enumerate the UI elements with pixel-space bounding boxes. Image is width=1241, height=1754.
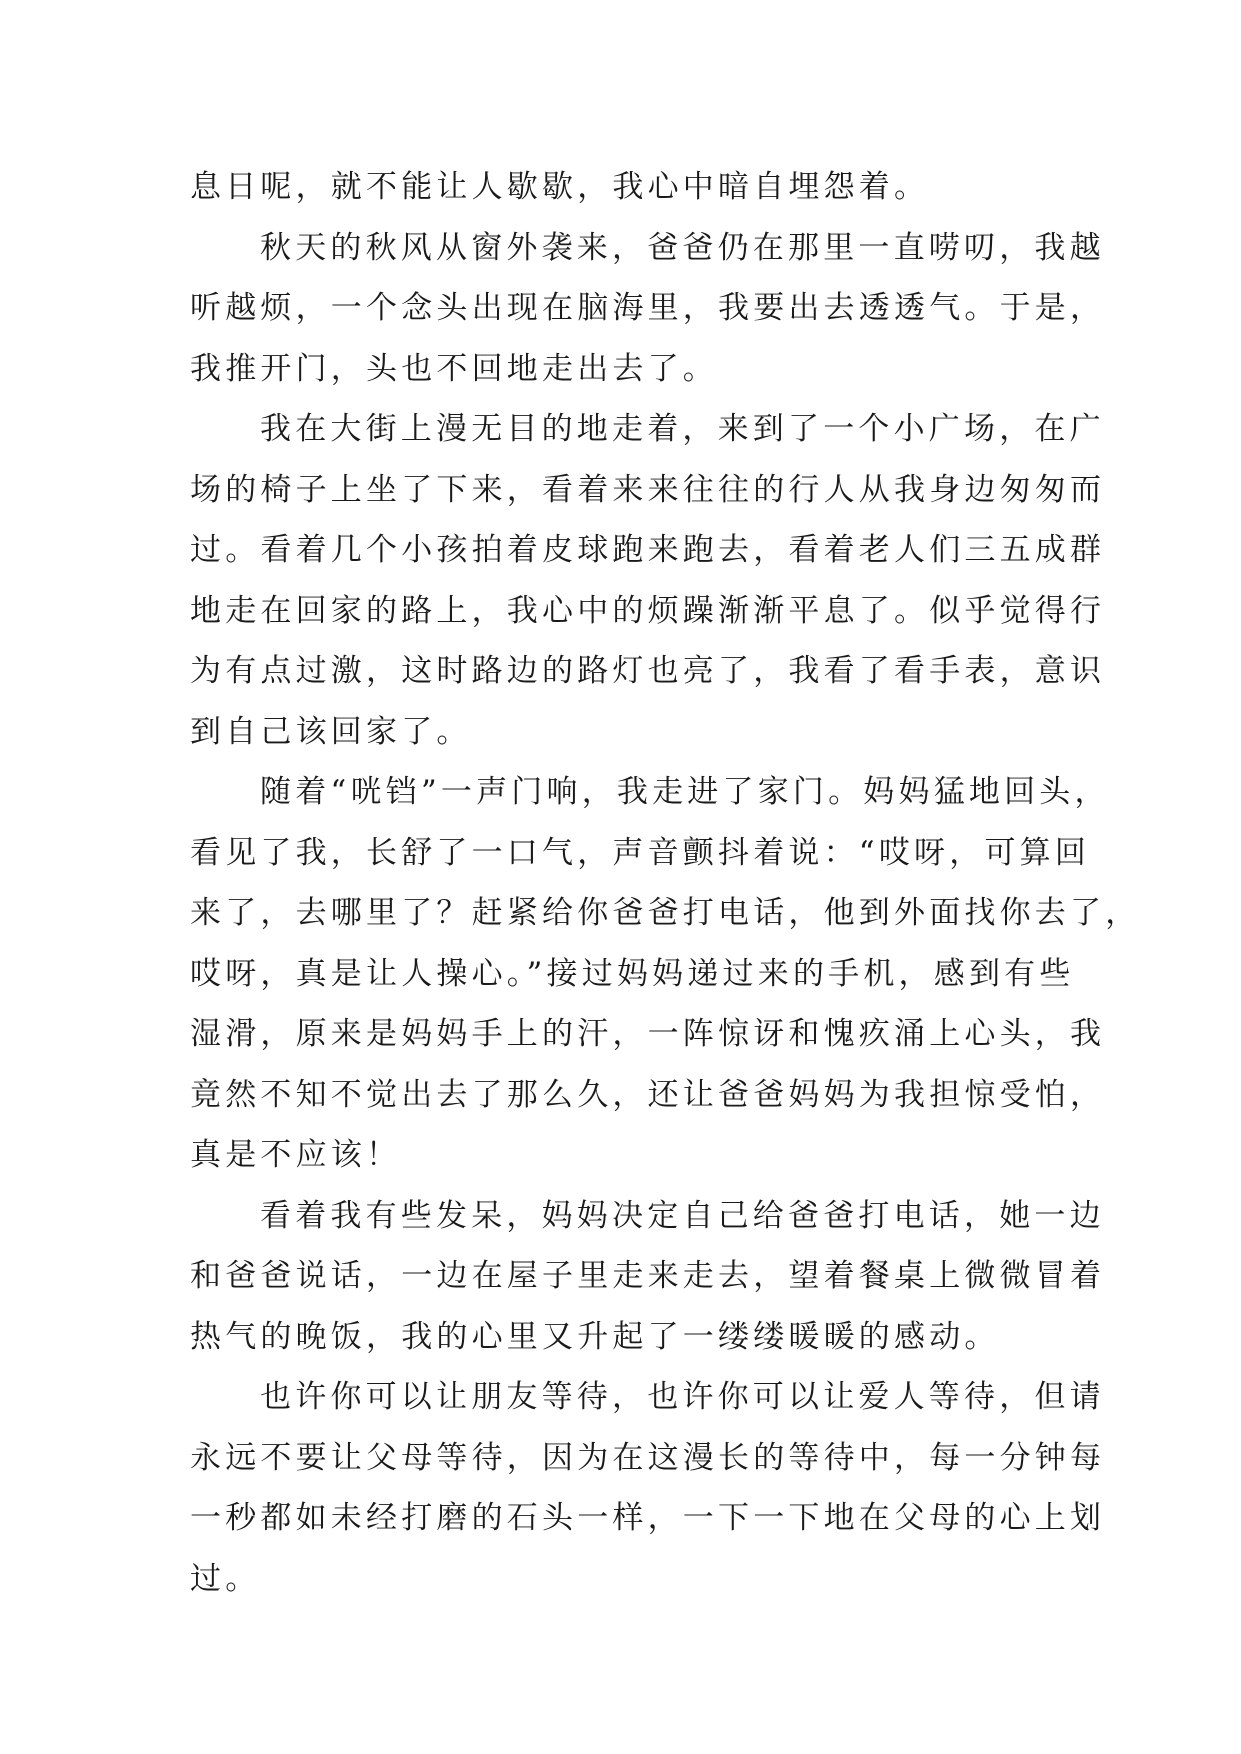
text-line: 过。 [190, 1560, 261, 1597]
text-line: 热气的晚饭，我的心里又升起了一缕缕暖暖的感动。 [190, 1318, 1000, 1355]
text-line: 永远不要让父母等待，因为在这漫长的等待中，每一分钟每 [190, 1439, 1106, 1476]
text-line: 湿滑，原来是妈妈手上的汗，一阵惊讶和愧疚涌上心头，我 [190, 1016, 1106, 1052]
text-line: 也许你可以让朋友等待，也许你可以让爱人等待，但请 [260, 1379, 1105, 1415]
text-line: 我在大街上漫无目的地走着，来到了一个小广场，在广 [260, 411, 1105, 447]
text-line: 秋天的秋风从窗外袭来，爸爸仍在那里一直唠叨，我越 [260, 229, 1105, 266]
text-line: 为有点过激，这时路边的路灯也亮了，我看了看手表，意识 [190, 653, 1106, 689]
text-line: 随着“咣铛”一声门响，我走进了家门。妈妈猛地回头， [260, 774, 1110, 810]
text-line: 竟然不知不觉出去了那么久，还让爸爸妈妈为我担惊受怕， [190, 1076, 1106, 1113]
text-line: 我推开门，头也不回地走出去了。 [190, 350, 718, 387]
text-line: 和爸爸说话，一边在屋子里走来走去，望着餐桌上微微冒着 [190, 1258, 1106, 1294]
text-line: 到自己该回家了。 [190, 713, 472, 750]
text-line: 看着我有些发呆，妈妈决定自己给爸爸打电话，她一边 [260, 1197, 1105, 1234]
text-line: 来了，去哪里了？赶紧给你爸爸打电话，他到外面找你去了， [190, 895, 1141, 931]
text-line: 地走在回家的路上，我心中的烦躁渐渐平息了。似乎觉得行 [190, 592, 1106, 629]
text-line: 真是不应该！ [190, 1137, 402, 1173]
document-body-text [190, 157, 1141, 1609]
text-line: 看见了我，长舒了一口气，声音颤抖着说：“哎呀，可算回 [190, 834, 1091, 871]
text-line: 场的椅子上坐了下来，看着来来往往的行人从我身边匆匆而 [190, 471, 1106, 508]
text-line: 息日呢，就不能让人歇歇，我心中暗自埋怨着。 [190, 169, 930, 205]
text-line: 哎呀，真是让人操心。”接过妈妈递过来的手机，感到有些 [190, 955, 1075, 992]
text-line: 过。看着几个小孩拍着皮球跑来跑去，看着老人们三五成群 [190, 532, 1106, 568]
text-line: 听越烦，一个念头出现在脑海里，我要出去透透气。于是， [190, 290, 1106, 326]
text-line: 一秒都如未经打磨的石头一样，一下一下地在父母的心上划 [190, 1500, 1106, 1536]
